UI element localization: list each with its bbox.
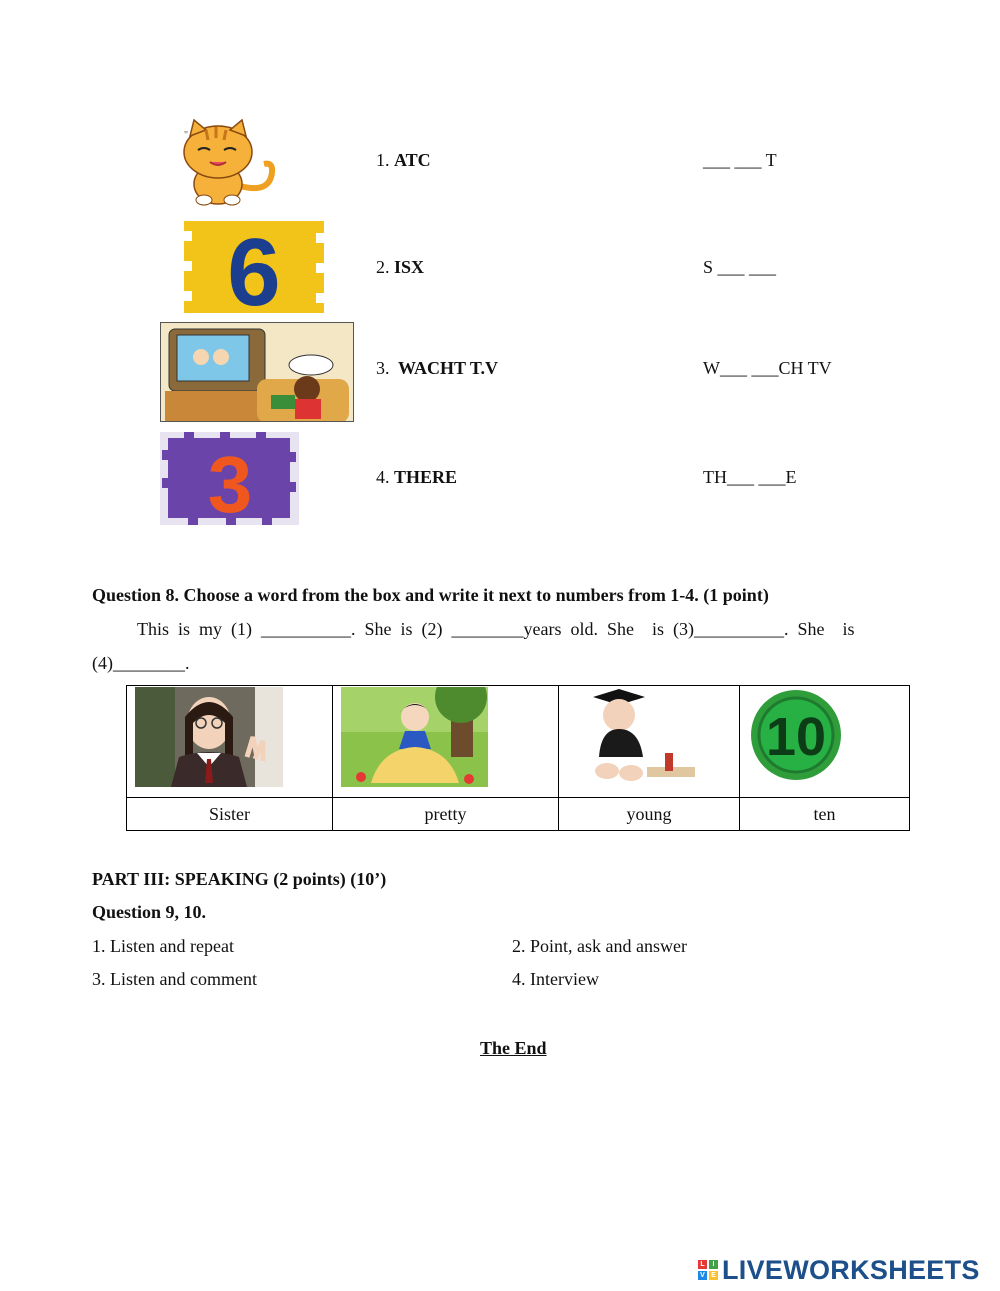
unscramble-item-1 <box>376 150 431 171</box>
number-ten-picture <box>750 687 844 787</box>
speaking-item-3: 3. Listen and comment <box>92 969 257 989</box>
scrambled-word: THERE <box>394 467 458 487</box>
liveworksheets-logo <box>698 1255 980 1285</box>
answer-blank-4[interactable]: TH___ ___E <box>703 467 797 487</box>
word-box-image-cell <box>740 686 910 798</box>
word-box-table <box>126 685 910 831</box>
answer-blank-3[interactable]: W___ ___CH TV <box>703 358 832 378</box>
svg-text:6: 6 <box>227 221 281 313</box>
item-number: 3. <box>376 358 390 378</box>
question-8-passage-line-2: (4)________. <box>92 653 190 673</box>
number-three-puzzle-picture <box>160 432 299 525</box>
svg-text:10: 10 <box>765 707 827 767</box>
speaking-item-1: 1. Listen and repeat <box>92 936 234 956</box>
princess-picture <box>341 687 488 787</box>
logo-squares-icon: L I V E <box>698 1260 718 1280</box>
question-8-title: Question 8. Choose a word from the box and write it next to numbers from 1-4. (1 point) <box>92 585 769 605</box>
item-number: 1. <box>376 150 390 170</box>
part-3-heading: PART III: SPEAKING (2 points) (10’) <box>92 869 387 889</box>
scrambled-word: ATC <box>394 150 431 170</box>
word-box-image-cell <box>559 686 740 798</box>
answer-blank-2[interactable]: S ___ ___ <box>703 257 777 277</box>
svg-text:3: 3 <box>207 440 253 525</box>
word-box-image-cell <box>333 686 559 798</box>
item-number: 4. <box>376 467 390 487</box>
unscramble-item-3 <box>376 358 498 379</box>
word-option: pretty <box>333 798 559 831</box>
speaking-item-2: 2. Point, ask and answer <box>512 936 687 956</box>
scrambled-word: WACHT T.V <box>398 358 499 378</box>
word-option: ten <box>740 798 910 831</box>
question-8-passage-line-1: This is my (1) __________. She is (2) ________years old. She is (3)__________. She is <box>137 619 855 639</box>
the-end: The End <box>480 1038 547 1058</box>
girl-picture <box>135 687 283 787</box>
word-option: Sister <box>127 798 333 831</box>
unscramble-item-2 <box>376 257 424 278</box>
cat-picture <box>160 114 298 210</box>
question-9-10-heading: Question 9, 10. <box>92 902 207 922</box>
scrambled-word: ISX <box>394 257 425 277</box>
number-six-puzzle-picture <box>184 221 324 313</box>
unscramble-item-4 <box>376 467 457 488</box>
baby-graduate-picture <box>573 687 705 787</box>
word-box-image-cell <box>127 686 333 798</box>
word-option: young <box>559 798 740 831</box>
svg-text:": " <box>184 130 189 141</box>
logo-text: LIVEWORKSHEETS <box>722 1254 980 1285</box>
speaking-item-4: 4. Interview <box>512 969 599 989</box>
watching-tv-picture <box>160 322 354 422</box>
answer-blank-1[interactable]: ___ ___ T <box>703 150 777 170</box>
item-number: 2. <box>376 257 390 277</box>
